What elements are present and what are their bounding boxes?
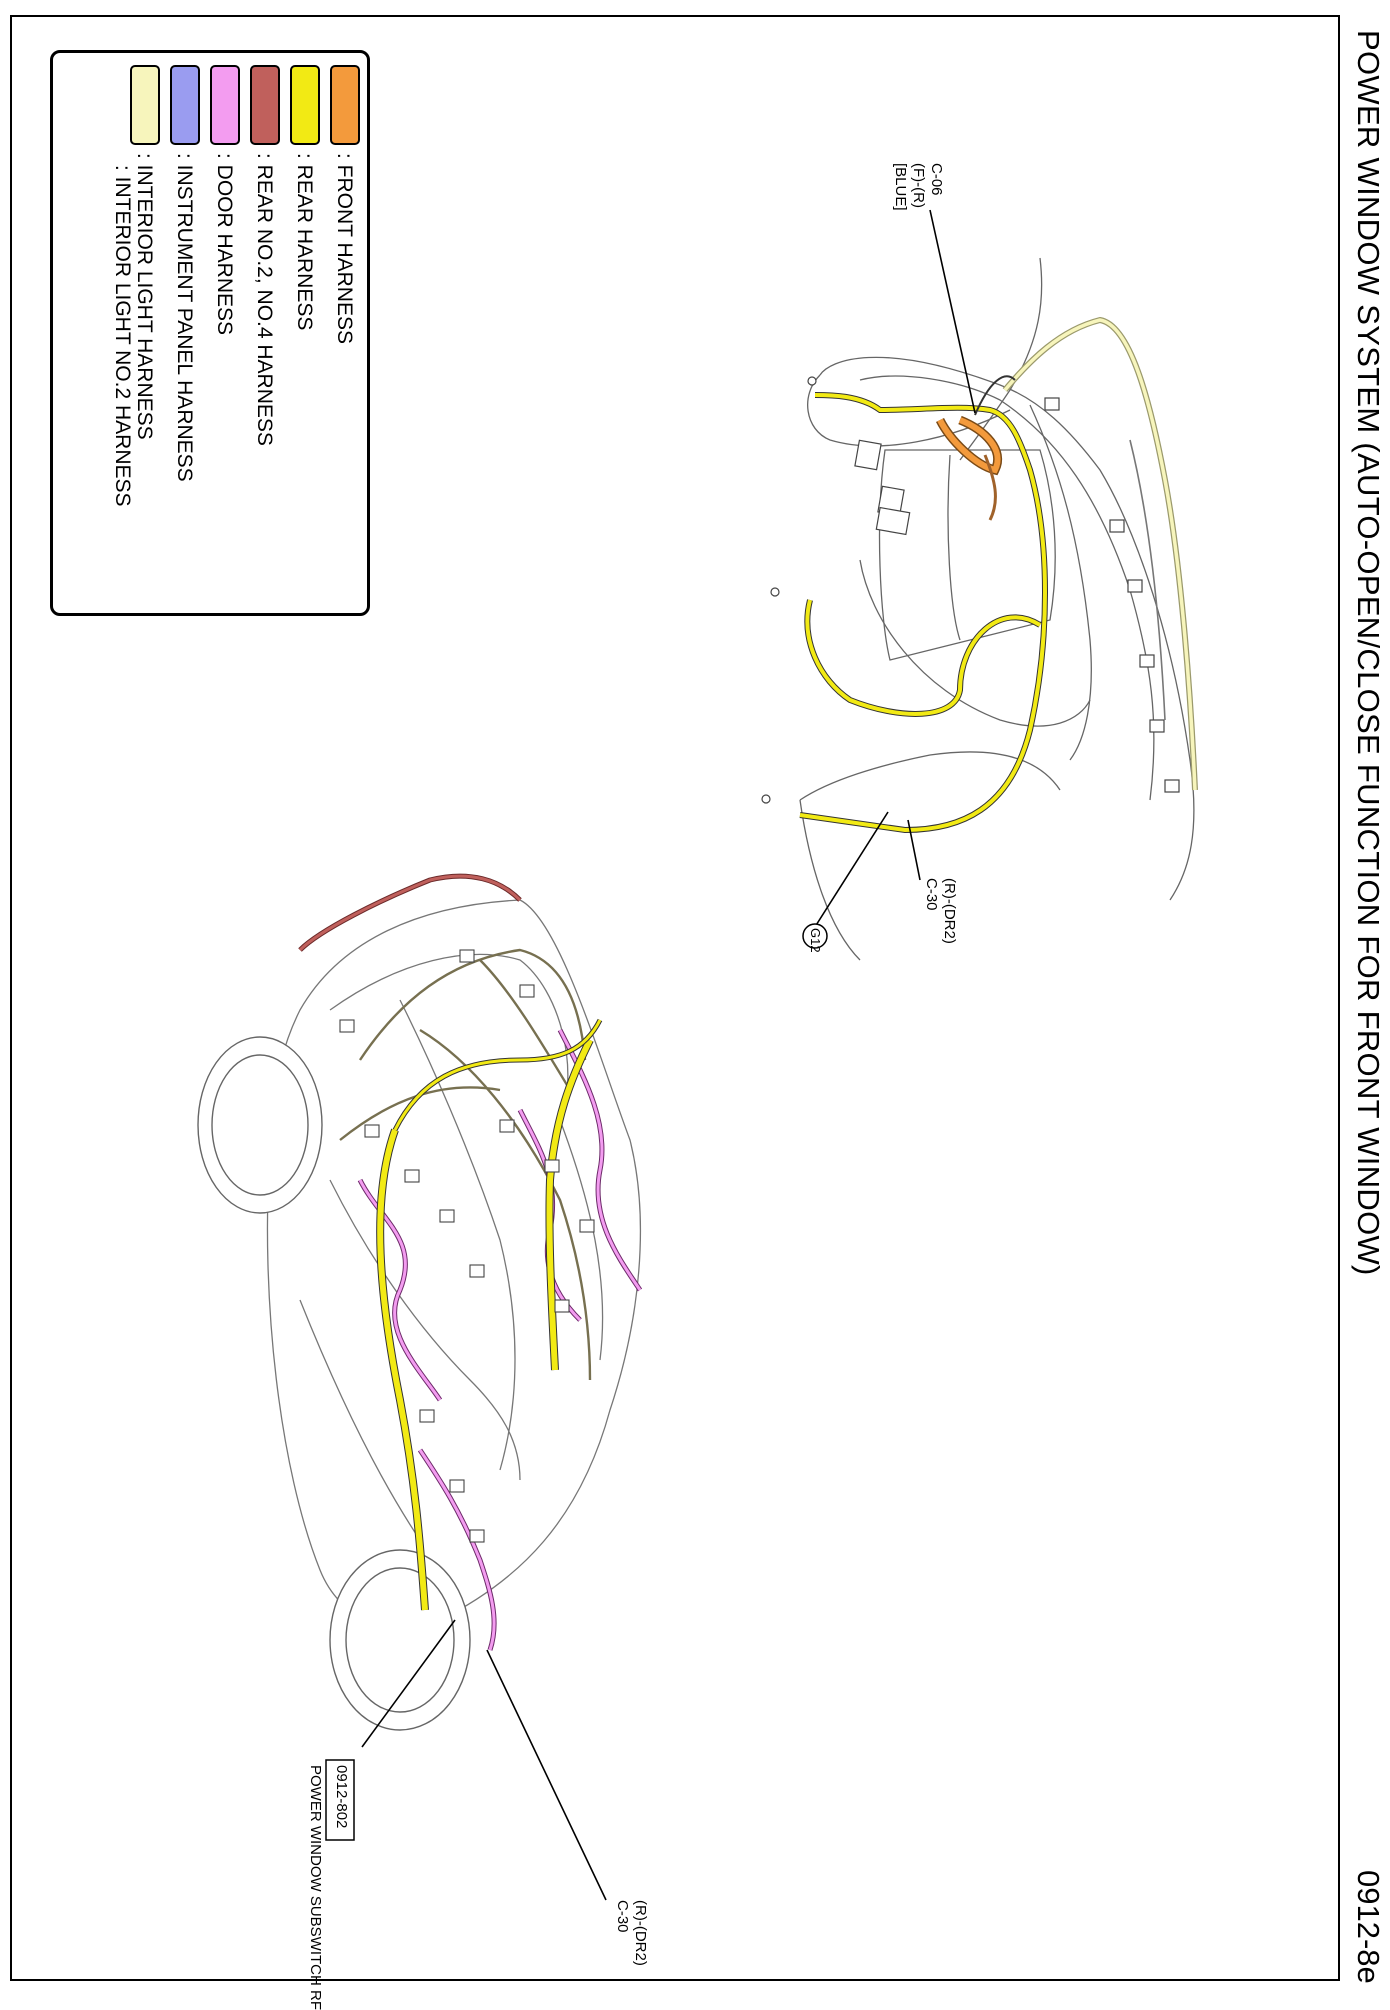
legend-label-rear-no2-no4: : REAR NO.2, NO.4 HARNESS	[253, 153, 276, 446]
connector-c06-color: [BLUE]	[892, 163, 909, 211]
legend-label-rear: : REAR HARNESS	[293, 153, 316, 331]
page-title: POWER WINDOW SYSTEM (AUTO-OPEN/CLOSE FUNCTION FOR FRONT WINDOW)	[1351, 30, 1386, 1276]
legend-label-interior-light-no2: : INTERIOR LIGHT NO.2 HARNESS	[111, 165, 134, 507]
connector-c30-lower-id: C-30	[614, 1900, 631, 1933]
component-name: POWER WINDOW SUBSWITCH RF	[307, 1765, 324, 2010]
rear-no2-no4-harness	[300, 876, 520, 950]
legend-label-door: : DOOR HARNESS	[213, 153, 236, 336]
legend-label-instrument-panel: : INSTRUMENT PANEL HARNESS	[173, 153, 196, 482]
rear-harness-upper	[800, 376, 1045, 830]
page-number: 0912-8e	[1351, 1870, 1386, 1984]
component-code: 0912-802	[333, 1765, 350, 1829]
front-dash-components	[762, 377, 1179, 803]
connector-c06-id: C-06	[928, 163, 945, 196]
vehicle-body-outline	[267, 900, 640, 1628]
ground-g12-label: G12	[808, 928, 823, 953]
connector-c06-pair: (F)-(R)	[910, 163, 927, 208]
connector-c30-upper-pair: (R)-(DR2)	[941, 878, 958, 944]
connector-c30-lower-pair: (R)-(DR2)	[632, 1900, 649, 1966]
legend-label-front: : FRONT HARNESS	[333, 153, 356, 344]
legend-label-interior-light: : INTERIOR LIGHT HARNESS	[133, 153, 156, 440]
connector-c30-upper-id: C-30	[923, 878, 940, 911]
